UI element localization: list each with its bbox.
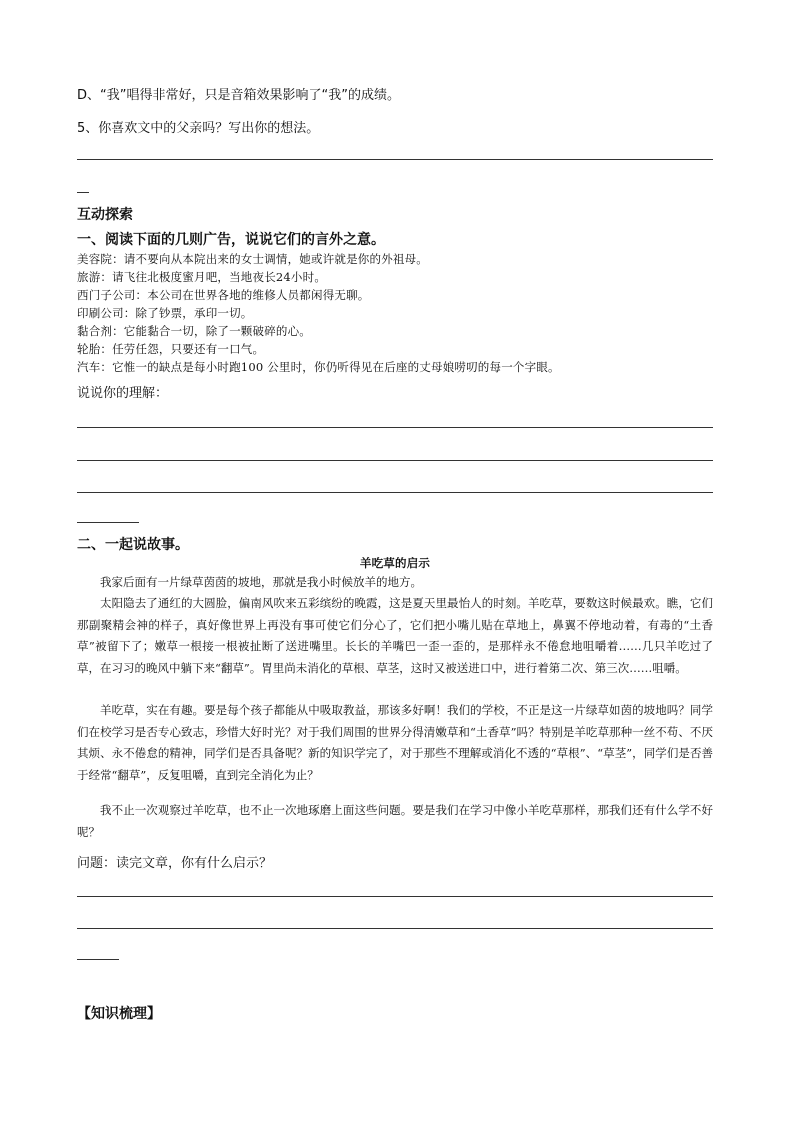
option-d: D、“我”唱得非常好，只是音箱效果影响了“我”的成绩。 bbox=[77, 88, 400, 103]
ad-item: 印刷公司：除了钞票，承印一切。 bbox=[77, 306, 253, 320]
story-question: 问题：读完文章，你有什么启示？ bbox=[77, 856, 273, 871]
understanding-prompt: 说说你的理解： bbox=[77, 386, 169, 401]
section-title: 互动探索 bbox=[77, 207, 133, 223]
ad-item: 轮胎：任劳任怨，只要还有一口气。 bbox=[77, 342, 265, 356]
story-title: 羊吃草的启示 bbox=[359, 556, 431, 570]
short-rule bbox=[77, 959, 119, 960]
question-5: 5、你喜欢文中的父亲吗？写出你的想法。 bbox=[77, 121, 320, 136]
short-rule bbox=[77, 522, 139, 523]
ad-item: 黏合剂：它能黏合一切，除了一颗破碎的心。 bbox=[77, 324, 311, 338]
part2-heading: 二、一起说故事。 bbox=[77, 537, 189, 553]
story-paragraph: 我不止一次观察过羊吃草，也不止一次地琢磨上面这些问题。要是我们在学习中像小羊吃草那样，那我们还有什么学不好呢？ bbox=[77, 803, 713, 839]
answer-line bbox=[77, 928, 713, 929]
ad-item: 美容院：请不要向从本院出来的女士调情，她或许就是你的外祖母。 bbox=[77, 252, 428, 266]
answer-line bbox=[77, 460, 713, 461]
answer-line bbox=[77, 896, 713, 897]
short-rule bbox=[77, 192, 89, 193]
part1-heading: 一、阅读下面的几则广告，说说它们的言外之意。 bbox=[77, 232, 385, 248]
answer-line bbox=[77, 427, 713, 428]
ad-item: 汽车：它惟一的缺点是每小时跑100 公里时，你仍听得见在后座的丈母娘唠叨的每一个字眼。 bbox=[77, 360, 560, 374]
answer-line bbox=[77, 492, 713, 493]
story-paragraph: 太阳隐去了通红的大圆脸，偏南风吹来五彩缤纷的晚霞，这是夏天里最怡人的时刻。羊吃草，要数这时候最欢。瞧，它们那副聚精会神的样子，真好像世界上再没有事可使它们分心了，它们把小嘴儿贴在草地上，鼻翼不停地动着，有毒的“土香草”被留下了；嫩草一根接一根被扯断了送进嘴里。长长的羊嘴巴一歪一歪的，是那样永不倦怠地咀嚼着……几只羊吃过了草，在习习的晚风中躺下来“翻草”。胃里尚未消化的草根、草茎，这时又被送进口中，进行着第二次、第三次……咀嚼。 bbox=[77, 596, 713, 675]
ad-item: 西门子公司：本公司在世界各地的维修人员都闲得无聊。 bbox=[77, 288, 370, 302]
story-paragraph: 我家后面有一片绿草茵茵的坡地，那就是我小时候放羊的地方。 bbox=[100, 575, 422, 589]
story-paragraph: 羊吃草，实在有趣。要是每个孩子都能从中吸取教益，那该多好啊！我们的学校，不正是这一片绿草如茵的坡地吗？同学们在校学习是否专心致志，珍惜大好时光？对于我们周围的世界分得清嫩草和“土香草”吗？特别是羊吃草那种一丝不苟、不厌其烦、永不倦怠的精神，同学们是否具备呢？新的知识学完了，对于那些不理解或消化不透的“草根”、“草茎”，同学们是否善于经常“翻草”，反复咀嚼，直到完全消化为止？ bbox=[77, 703, 713, 782]
answer-line bbox=[77, 159, 713, 160]
knowledge-heading: 【知识梳理】 bbox=[77, 1006, 161, 1022]
ad-item: 旅游：请飞往北极度蜜月吧，当地夜长24小时。 bbox=[77, 270, 327, 284]
